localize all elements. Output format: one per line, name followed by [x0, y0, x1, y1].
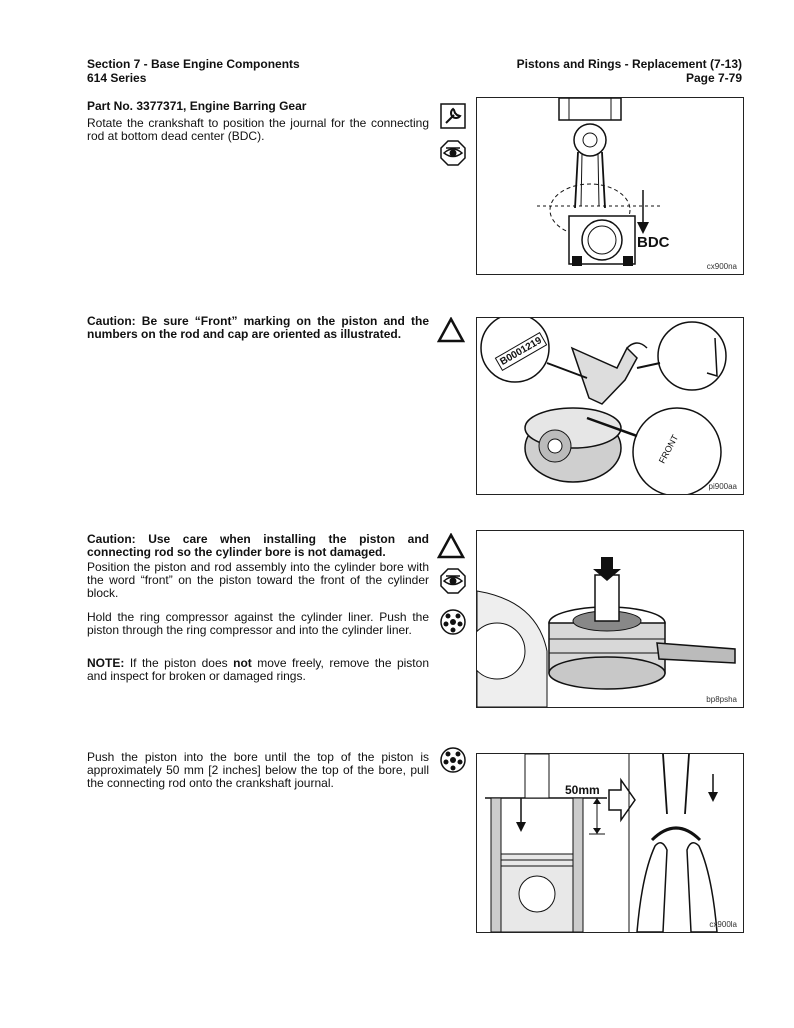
note-text: If the piston does	[124, 656, 234, 670]
note-label: NOTE:	[87, 656, 125, 670]
section-title	[87, 57, 387, 85]
procedure-title: Pistons and Rings - Replacement (7-13)	[516, 57, 742, 71]
warning-triangle-icon	[437, 317, 465, 343]
bdc-label: BDC	[637, 234, 670, 251]
figure-piston-depth	[476, 753, 744, 933]
note-text: move freely, remove the piston and inspect for broken or damaged rings.	[87, 656, 429, 683]
step3-note	[87, 657, 429, 683]
step4-text: Push the piston into the bore until the top of the piston is approximately 50 mm [2 inches] below the top of the bore, pull the connecting rod onto the crankshaft journal.	[87, 750, 429, 790]
eye-icon	[440, 568, 466, 594]
eye-icon	[440, 140, 466, 166]
caution-cylinder-bore: Caution: Use care when installing the piston and connecting rod so the cylinder bore is not damaged.	[87, 532, 429, 559]
note-emphasis: not	[233, 656, 252, 670]
step3-compressor-text: Hold the ring compressor against the cylinder liner. Push the piston through the ring compressor and into the cylinder liner.	[87, 610, 429, 637]
warning-triangle-icon	[437, 533, 465, 559]
figure-front-marking	[476, 317, 744, 495]
step3-position-text: Position the piston and rod assembly into the cylinder bore with the word “front” on the piston toward the front of the cylinder block.	[87, 560, 429, 600]
rod-number-label: B0001219	[495, 332, 548, 371]
figure-code: bp8psha	[706, 695, 737, 704]
parts-icon	[440, 747, 466, 773]
figure-code: pi900aa	[708, 482, 737, 491]
figure-bdc	[476, 97, 744, 275]
series-line: 614 Series	[87, 71, 147, 85]
figure-code: cx900na	[706, 262, 737, 271]
front-marking-label: FRONT	[656, 432, 681, 466]
page-number: Page 7-79	[685, 71, 742, 85]
wrench-icon	[440, 103, 466, 129]
figure-code: cx900la	[709, 920, 737, 929]
figure-ring-compressor	[476, 530, 744, 708]
parts-icon	[440, 609, 466, 635]
step1-title: Part No. 3377371, Engine Barring Gear	[87, 99, 307, 113]
caution-front-marking: Caution: Be sure “Front” marking on the piston and the numbers on the rod and cap are oriented as illustrated.	[87, 314, 429, 341]
section-title-line: Section 7 - Base Engine Components	[87, 57, 300, 71]
page-reference	[430, 57, 742, 85]
step1-text: Rotate the crankshaft to position the journal for the connecting rod at bottom dead center (BDC).	[87, 116, 429, 143]
dimension-label: 50mm	[565, 783, 600, 797]
